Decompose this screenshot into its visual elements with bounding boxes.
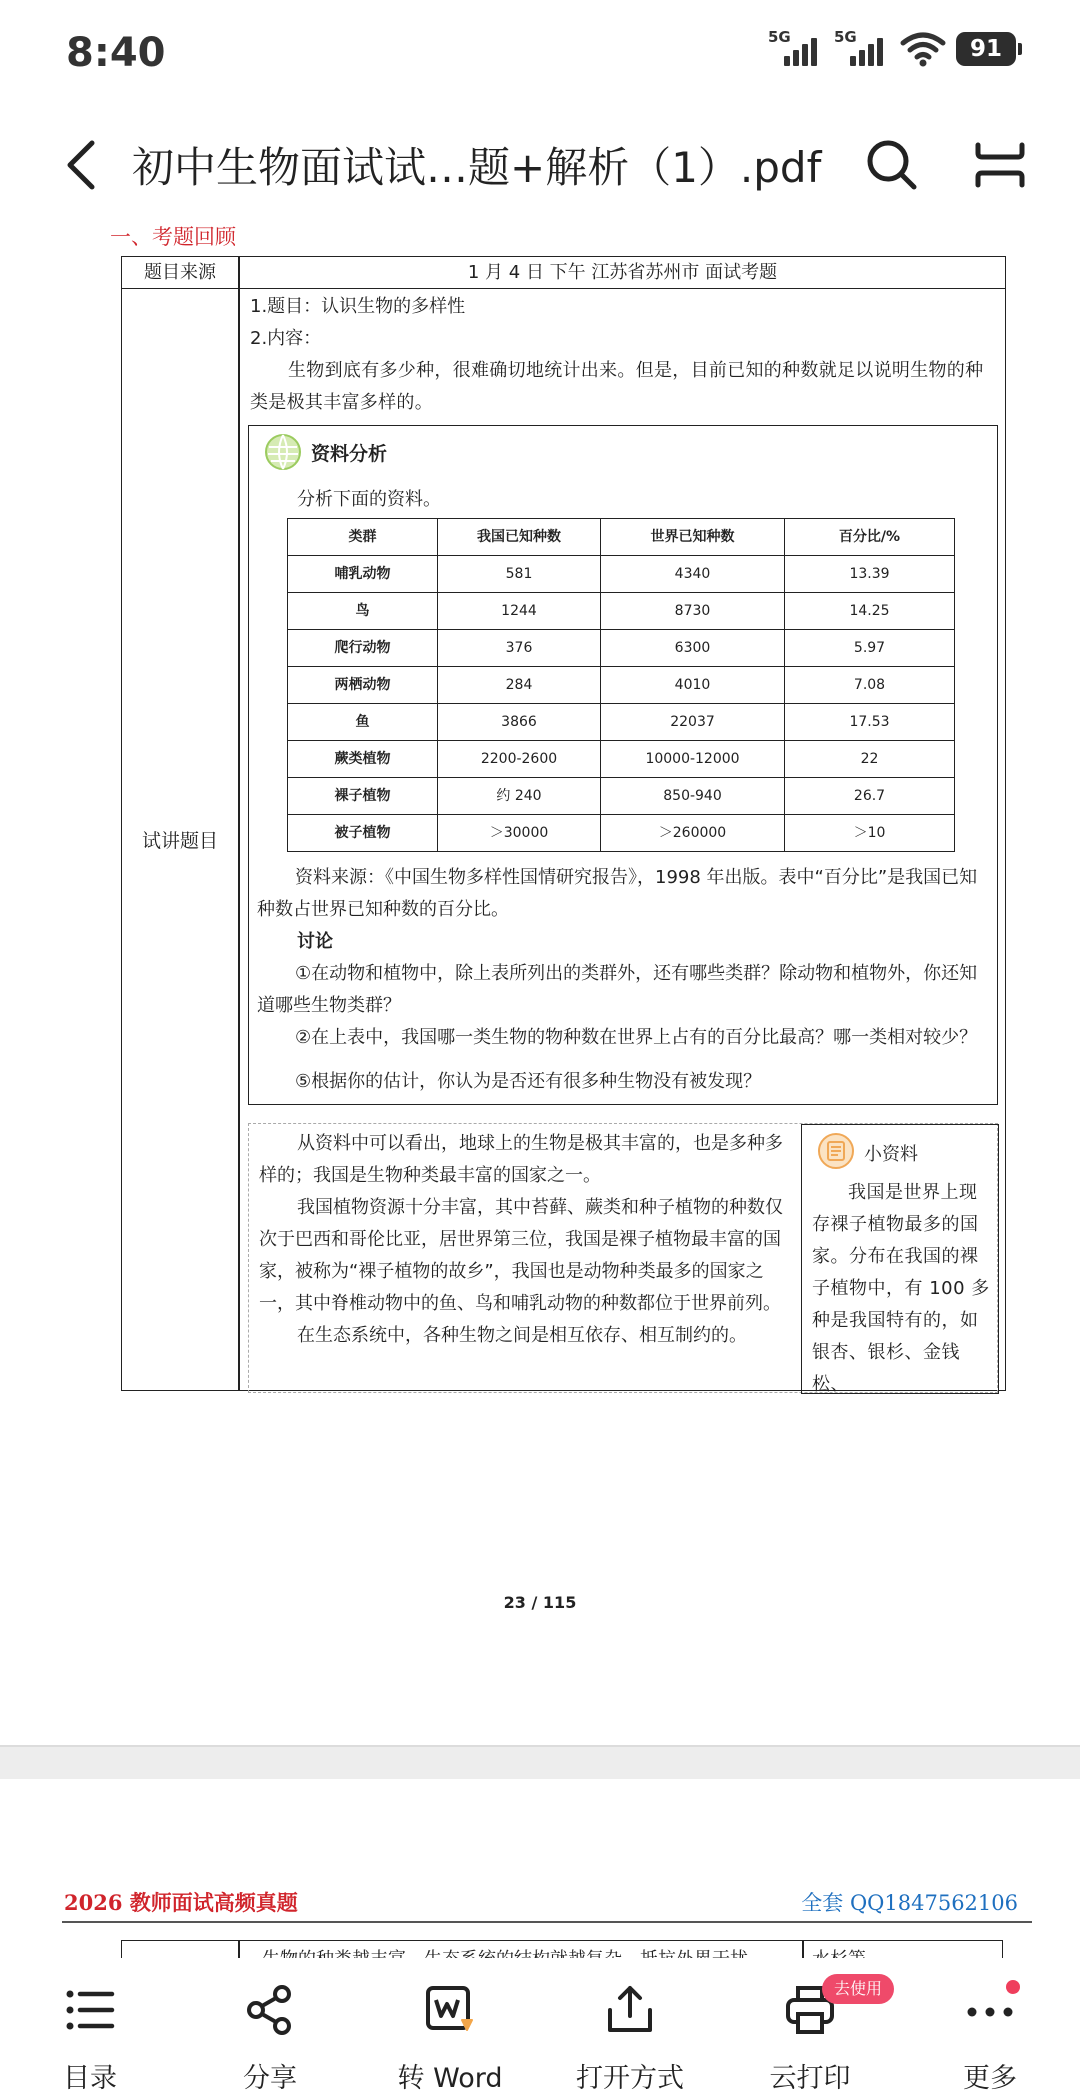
table-cell: 581: [438, 556, 601, 593]
table-cell: 1244: [438, 593, 601, 630]
excerpt-paragraph: 从资料中可以看出，地球上的生物是极其丰富的，也是多种多样的；我国是生物种类最丰富的国家之一。: [259, 1133, 783, 1186]
table-cell: 22037: [601, 704, 785, 741]
textbook-excerpt: [248, 1123, 998, 1393]
table-cell: 7.08: [785, 667, 955, 704]
table-row: [288, 630, 955, 667]
status-time: 8:40: [66, 30, 166, 76]
back-button[interactable]: [54, 135, 114, 195]
share-icon: [242, 1982, 298, 2038]
page-header-contact: 全套 QQ1847562106: [801, 1891, 1018, 1915]
table-cell: 鸟: [288, 593, 438, 630]
side-info-box: [801, 1124, 999, 1394]
table-cell: 鱼: [288, 704, 438, 741]
toolbar-label: 目录: [63, 2063, 117, 2094]
table-row: [288, 741, 955, 778]
info-note-icon: [816, 1131, 856, 1171]
table-cell: 284: [438, 667, 601, 704]
table-cell: 蕨类植物: [288, 741, 438, 778]
table-cell: 2200-2600: [438, 741, 601, 778]
section-heading: 一、考题回顾: [110, 225, 236, 249]
excerpt-text: [259, 1128, 795, 1352]
globe-icon: [263, 432, 303, 472]
table-cell: 17.53: [785, 704, 955, 741]
battery-indicator: 91: [956, 32, 1016, 66]
table-cell: 13.39: [785, 556, 955, 593]
table-cell: 裸子植物: [288, 778, 438, 815]
side-info-title: 小资料: [864, 1144, 918, 1165]
table-row: [288, 815, 955, 852]
table-cell: 被子植物: [288, 815, 438, 852]
header-rule: [62, 1921, 1032, 1923]
table-cell: 4010: [601, 667, 785, 704]
topic-label: 试讲题目: [141, 830, 218, 852]
table-cell: 爬行动物: [288, 630, 438, 667]
column-header: 类群: [288, 519, 438, 556]
table-cell: 22: [785, 741, 955, 778]
data-analysis-lead: 分析下面的资料。: [297, 489, 441, 510]
pdf-page-next[interactable]: [0, 1779, 1080, 1959]
table-cell: 两栖动物: [288, 667, 438, 704]
table-header-row: [288, 519, 955, 556]
column-header: 我国已知种数: [438, 519, 601, 556]
source-label: 题目来源: [144, 262, 216, 283]
table-cell: 26.7: [785, 778, 955, 815]
toolbar-label: 转 Word: [397, 2063, 503, 2094]
toolbar-item-to-word[interactable]: [380, 1958, 520, 2100]
signal-5g-icon: 5G: [834, 28, 890, 70]
toolbar-item-more[interactable]: [920, 1958, 1060, 2100]
source-value: 1 月 4 日 下午 江苏省苏州市 面试考题: [467, 262, 778, 283]
table-cell: 8730: [601, 593, 785, 630]
question-3: ⑤根据你的估计，你认为是否还有很多种生物没有被发现？: [295, 1071, 762, 1092]
table-cell: 850-940: [601, 778, 785, 815]
excerpt-paragraph: 在生态系统中，各种生物之间是相互依存、相互制约的。: [297, 1325, 747, 1346]
table-cell: 6300: [601, 630, 785, 667]
notification-dot: [1006, 1980, 1020, 1994]
search-icon: [862, 135, 922, 195]
table-row: [288, 704, 955, 741]
side-info-text: 我国是世界上现存裸子植物最多的国家。分布在我国的裸子植物中，有 100 多种是我国特有的，如银杏、银杉、金钱松、: [812, 1182, 990, 1395]
signal-5g-icon: 5G: [768, 28, 824, 70]
toolbar-item-open-with[interactable]: [560, 1958, 700, 2100]
exam-table: [121, 256, 1006, 1395]
wifi-icon: [900, 31, 946, 67]
table-cell: ＞260000: [601, 815, 785, 852]
back-arrow-icon: [54, 135, 114, 195]
status-bar: [0, 0, 1080, 110]
source-note: 资料来源：《中国生物多样性国情研究报告》，1998 年出版。表中“百分比”是我国已知种数占世界已知种数的百分比。: [257, 867, 978, 920]
page-number: 23 / 115: [503, 1593, 577, 1612]
table-cell: 哺乳动物: [288, 556, 438, 593]
item-title: 1.题目：认识生物的多样性: [250, 296, 466, 317]
status-indicators: [768, 28, 1016, 70]
data-analysis-title: 资料分析: [311, 443, 388, 465]
toolbar-label: 分享: [243, 2063, 297, 2094]
column-header: 百分比/%: [785, 519, 955, 556]
list-icon: [62, 1982, 118, 2038]
topic-content: [244, 291, 999, 1395]
promo-badge[interactable]: 去使用: [822, 1974, 894, 2004]
toolbar-item-share[interactable]: [200, 1958, 340, 2100]
column-header: 世界已知种数: [601, 519, 785, 556]
table-cell: 10000-12000: [601, 741, 785, 778]
discussion-title: 讨论: [297, 931, 333, 952]
toolbar-label: 更多: [963, 2063, 1017, 2094]
table-cell: 5.97: [785, 630, 955, 667]
title-bar: [0, 115, 1080, 215]
search-button[interactable]: [862, 135, 922, 195]
table-cell: ＞30000: [438, 815, 601, 852]
word-convert-icon: [422, 1982, 478, 2038]
pdf-page[interactable]: [0, 215, 1080, 1745]
species-table: [287, 518, 955, 852]
open-with-icon: [602, 1982, 658, 2038]
intro-paragraph: 生物到底有多少种，很难确切地统计出来。但是，目前已知的种数就足以说明生物的种类是极其丰富多样的。: [250, 360, 984, 413]
table-cell: 3866: [438, 704, 601, 741]
item-content-label: 2.内容：: [250, 328, 322, 349]
page-separator: [0, 1745, 1080, 1779]
table-cell: 4340: [601, 556, 785, 593]
table-cell: ＞10: [785, 815, 955, 852]
excerpt-paragraph: 我国植物资源十分丰富，其中苔藓、蕨类和种子植物的种数仅次于巴西和哥伦比亚，居世界第三位，我国是裸子植物最丰富的国家，被称为“裸子植物的故乡”，我国也是动物种类最多的国家之一，其中脊椎动物中的鱼、鸟和哺乳动物的种数都位于世界前列。: [259, 1197, 783, 1314]
data-analysis-box: [248, 425, 998, 1105]
document-title: 初中生物面试试…题+解析（1）.pdf: [132, 143, 822, 192]
table-row: [288, 667, 955, 704]
table-row: [288, 593, 955, 630]
fit-width-button[interactable]: [970, 135, 1030, 195]
table-row: [288, 556, 955, 593]
table-cell: 14.25: [785, 593, 955, 630]
page-header-title: 2026 教师面试高频真题: [64, 1890, 298, 1915]
fit-width-icon: [970, 135, 1030, 195]
question-2: ②在上表中，我国哪一类生物的物种数在世界上占有的百分比最高？哪一类相对较少？: [295, 1027, 978, 1048]
table-cell: 约 240: [438, 778, 601, 815]
table-row: [288, 778, 955, 815]
toolbar-label: 云打印: [769, 2063, 851, 2094]
toolbar-item-contents[interactable]: [20, 1958, 160, 2100]
table-cell: 376: [438, 630, 601, 667]
toolbar-label: 打开方式: [576, 2063, 684, 2094]
bottom-toolbar: [0, 1958, 1080, 2100]
question-1: ①在动物和植物中，除上表所列出的类群外，还有哪些类群？除动物和植物外，你还知道哪些生物类群？: [257, 963, 978, 1016]
